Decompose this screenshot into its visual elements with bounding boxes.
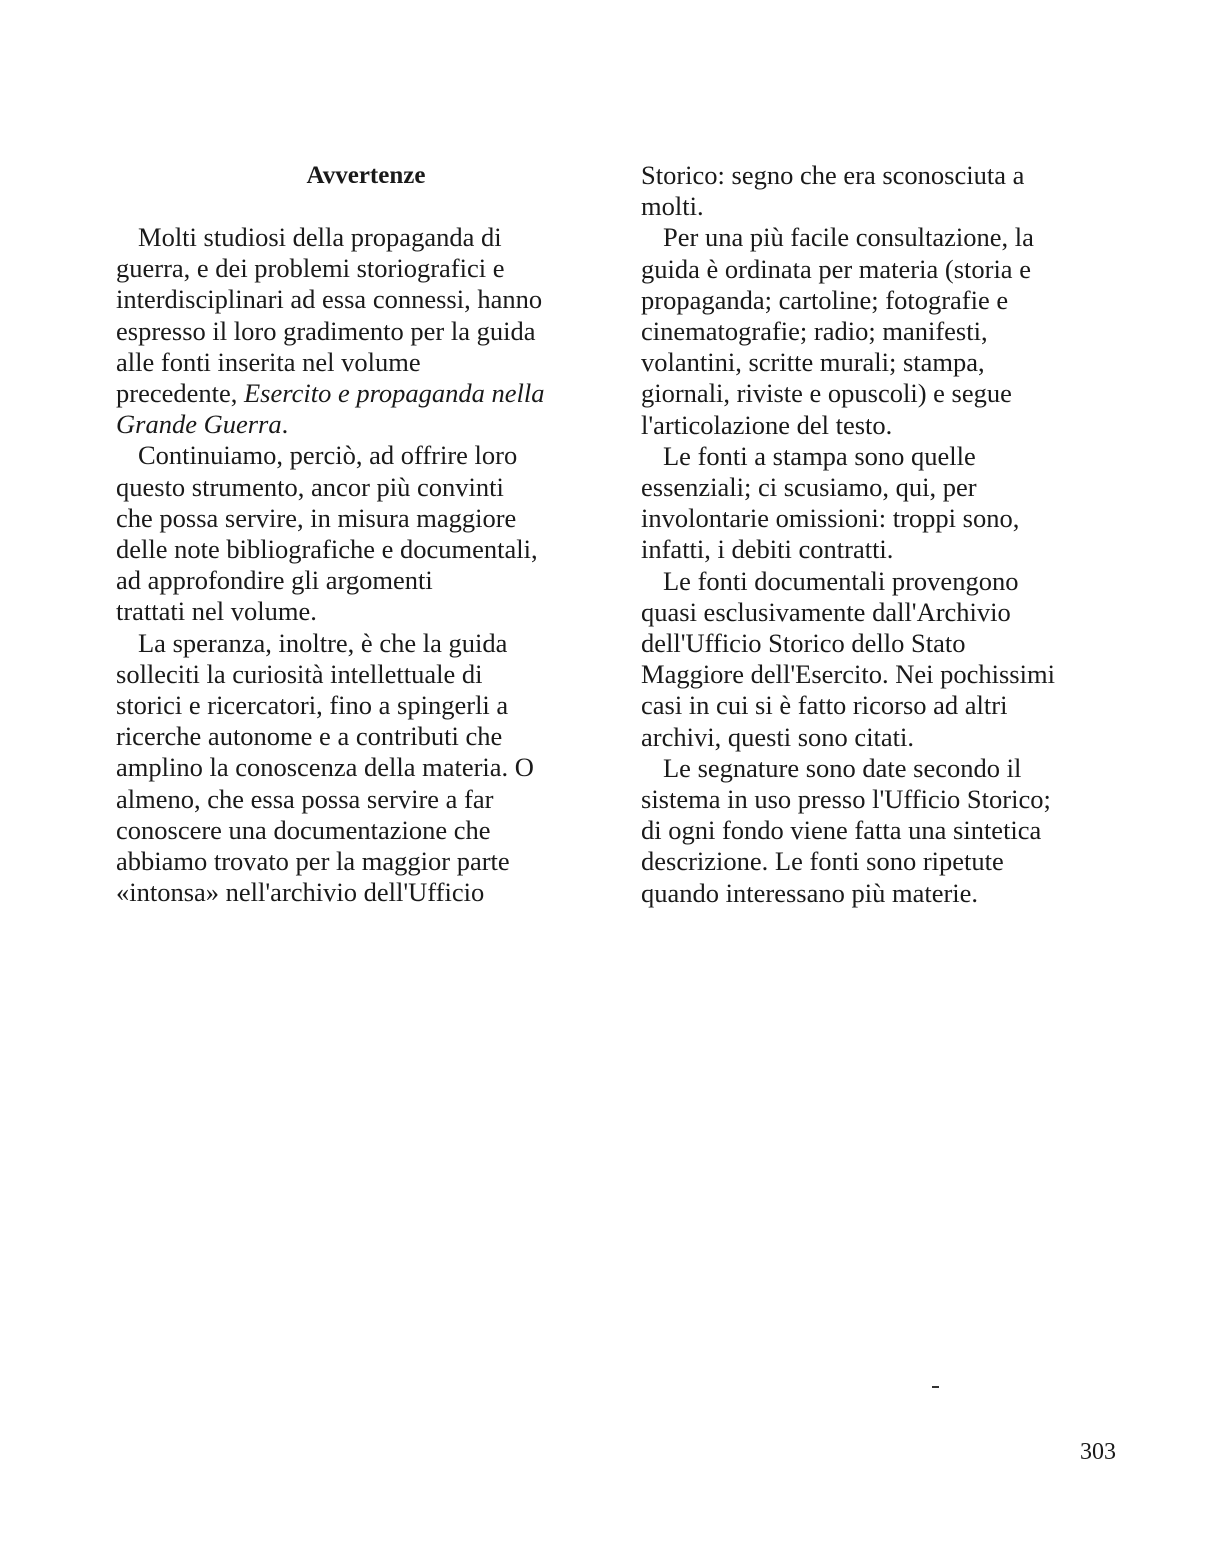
text-line (641, 441, 976, 472)
text-line (641, 815, 1041, 846)
text-line (116, 784, 493, 815)
text-line (116, 534, 538, 565)
text-line (116, 378, 545, 409)
text-line (116, 846, 510, 877)
text-line (116, 347, 421, 378)
text-line (641, 659, 1055, 690)
line-text: abbiamo trovato per la maggior parte (116, 846, 510, 876)
text-line (116, 472, 504, 503)
line-text: storici e ricercatori, fino a spingerli a (116, 690, 509, 720)
line-text: volantini, scritte murali; stampa, (641, 347, 985, 378)
text-line (641, 878, 978, 909)
line-text: casi in cui si è fatto ricorso ad altri (641, 690, 1008, 721)
line-italic-title: Esercito e propaganda nella (244, 378, 545, 408)
text-line (116, 503, 516, 534)
text-line (641, 597, 1011, 628)
text-line (116, 628, 507, 659)
text-line (116, 596, 317, 627)
line-text: di ogni fondo viene fatta una sintetica (641, 815, 1042, 846)
section-heading: Avvertenze (306, 162, 426, 189)
line-text: ricerche autonome e a contributi che (116, 721, 503, 752)
line-text: Storico: segno che era sconosciuta a (641, 160, 1025, 190)
line-text: interdisciplinari ad essa connessi, hanno (116, 284, 543, 315)
line-text: delle note bibliografiche e documentali, (116, 534, 538, 564)
text-line (641, 472, 977, 503)
text-line (116, 316, 535, 347)
text-line (641, 566, 1018, 597)
text-line (116, 253, 505, 284)
text-line (116, 284, 542, 315)
line-text: giornali, riviste e opuscoli) e segue (641, 378, 1012, 409)
text-line (116, 409, 288, 440)
line-text: sistema in uso presso l'Ufficio Storico; (641, 784, 1051, 814)
line-text: amplino la conoscenza della materia. O (116, 752, 534, 783)
line-text: Maggiore dell'Esercito. Nei pochissimi (641, 659, 1055, 690)
text-line (116, 565, 433, 596)
line-text: dell'Ufficio Storico dello Stato (641, 628, 966, 658)
page-number: 303 (1080, 1439, 1116, 1465)
line-text: propaganda; cartoline; fotografie e (641, 284, 1009, 315)
line-text: questo strumento, ancor più convinti (116, 471, 504, 502)
text-line (116, 752, 534, 783)
line-text: descrizione. Le fonti sono ripetute (641, 846, 1004, 877)
line-text: cinematografie; radio; manifesti, (641, 316, 988, 346)
line-text: «intonsa» nell'archivio dell'Ufficio (116, 877, 485, 908)
text-line (116, 659, 482, 690)
text-line (641, 285, 1008, 316)
text-line (641, 628, 965, 659)
scan-speck (932, 1386, 939, 1388)
line-text: quando interessano più materie. (641, 877, 979, 908)
line-text: guida è ordinata per materia (storia e (641, 253, 1031, 284)
line-text: infatti, i debiti contratti. (641, 534, 894, 565)
line-text: espresso il loro gradimento per la guida (116, 315, 536, 346)
line-text: che possa servire, in misura maggiore (116, 502, 517, 533)
line-text: molti. (641, 191, 704, 222)
line-text: guerra, e dei problemi storiografici e (116, 253, 505, 284)
line-text: quasi esclusivamente dall'Archivio (641, 596, 1011, 627)
line-text: Per una più facile consultazione, la (663, 222, 1034, 253)
line-italic-title: Grande Guerra (116, 409, 282, 440)
text-line (641, 347, 985, 378)
text-line (641, 254, 1031, 285)
text-line (641, 784, 1051, 815)
line-text: ad approfondire gli argomenti (116, 565, 433, 596)
line-text: Continuiamo, perciò, ad offrire loro (138, 440, 518, 471)
line-text: l'articolazione del testo. (641, 409, 893, 440)
line-text: conoscere una documentazione che (116, 814, 491, 845)
line-text: almeno, che essa possa servire a far (116, 783, 494, 814)
line-text: Le fonti documentali provengono (663, 565, 1019, 596)
text-line (116, 440, 517, 471)
line-text: precedente, (116, 378, 244, 408)
text-line (116, 877, 484, 908)
line-text: solleciti la curiosità intellettuale di (116, 658, 483, 689)
text-line (641, 410, 892, 441)
line-text: involontarie omissioni: troppi sono, (641, 503, 1020, 534)
text-line (641, 753, 1021, 784)
text-line (116, 721, 502, 752)
line-text: trattati nel volume. (116, 596, 317, 627)
line-text: alle fonti inserita nel volume (116, 346, 421, 377)
line-text: essenziali; ci scusiamo, qui, per (641, 472, 977, 502)
line-trailing-punctuation: . (281, 409, 289, 440)
line-text: Molti studiosi della propaganda di (138, 222, 502, 252)
text-line (641, 690, 1007, 721)
text-line (116, 815, 491, 846)
line-text: Le fonti a stampa sono quelle (663, 440, 976, 471)
text-line (641, 378, 1012, 409)
line-text: archivi, questi sono citati. (641, 721, 915, 752)
text-line (641, 846, 1004, 877)
text-line (116, 222, 502, 253)
text-line (641, 316, 988, 347)
text-line (641, 222, 1034, 253)
text-line (641, 191, 704, 222)
line-text: Le segnature sono date secondo il (663, 752, 1022, 783)
text-line (116, 690, 508, 721)
text-line (641, 503, 1019, 534)
text-line (641, 722, 914, 753)
line-text: La speranza, inoltre, è che la guida (138, 627, 508, 658)
text-line (641, 160, 1024, 191)
text-line (641, 534, 893, 565)
